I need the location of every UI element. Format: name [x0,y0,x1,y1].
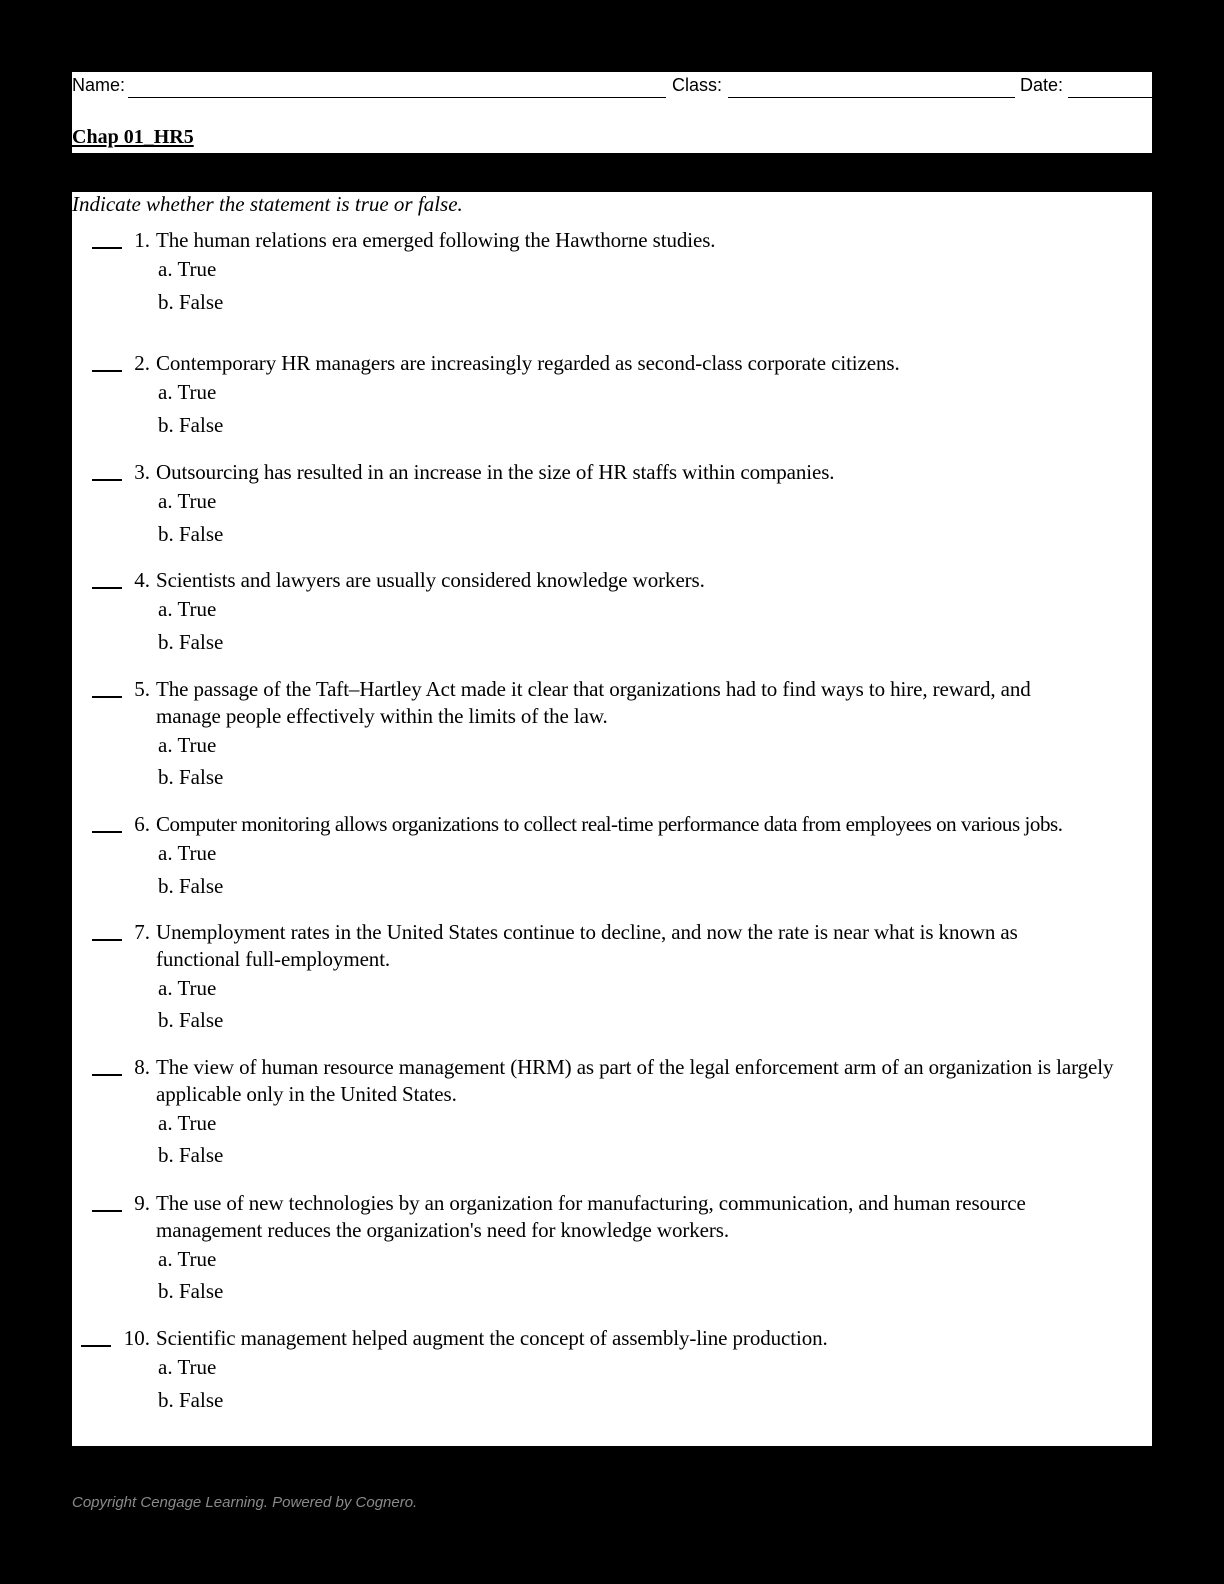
question-item [72,350,1152,440]
question-text: The passage of the Taft–Hartley Act made it clear that organizations had to find ways to hire, reward, and manage people effectively within the limits of the law. [156,677,1031,728]
option-true: a. True [158,380,217,404]
option-false: b. False [158,290,224,314]
option-true: a. True [158,489,217,513]
question-item [72,459,1152,549]
student-info-row [72,74,1152,98]
question-text: The human relations era emerged following the Hawthorne studies. [156,228,716,252]
option-false: b. False [158,1279,224,1303]
option-true: a. True [158,733,217,757]
question-item [72,567,1152,657]
class-label: Class: [672,75,723,95]
option-false: b. False [158,1143,224,1167]
option-false: b. False [158,522,224,546]
question-item [72,676,1152,792]
instructions: Indicate whether the statement is true or false. [72,192,463,216]
question-number: 2. [134,351,150,375]
option-true: a. True [158,1111,217,1135]
class-field[interactable] [728,97,1015,98]
question-number: 4. [134,568,150,592]
question-text: Scientific management helped augment the concept of assembly-line production. [156,1326,828,1350]
option-true: a. True [158,257,217,281]
question-number: 7. [134,920,150,944]
option-true: a. True [158,841,217,865]
question-text: Computer monitoring allows organizations to collect real-time performance data from employees on various jobs. [156,812,1063,836]
option-false: b. False [158,1388,224,1412]
option-false: b. False [158,630,224,654]
question-text: Unemployment rates in the United States continue to decline, and now the rate is near what is known as functional full-employment. [156,920,1018,971]
question-number: 1. [134,228,150,252]
question-text: The view of human resource management (HRM) as part of the legal enforcement arm of an organization is largely applicable only in the United States. [156,1055,1114,1106]
question-number: 8. [134,1055,150,1079]
question-item [72,1054,1152,1170]
option-true: a. True [158,1247,217,1271]
option-false: b. False [158,874,224,898]
option-false: b. False [158,1008,224,1032]
name-field[interactable] [128,97,666,98]
question-number: 6. [134,812,150,836]
name-label: Name: [72,75,126,95]
question-item [72,1190,1152,1306]
copyright-footer: Copyright Cengage Learning. Powered by Cognero. [72,1494,418,1511]
question-number: 10. [123,1326,150,1350]
question-item [72,1325,1152,1415]
question-item [72,811,1152,901]
question-text: The use of new technologies by an organization for manufacturing, communication, and human resource management reduces the organization's need for knowledge workers. [156,1191,1026,1242]
chapter-title: Chap 01_HR5 [72,126,194,148]
option-true: a. True [158,1355,217,1379]
question-item [72,227,1152,317]
question-number: 3. [134,460,150,484]
question-text: Outsourcing has resulted in an increase in the size of HR staffs within companies. [156,460,835,484]
question-section [72,192,1152,1446]
question-item [72,919,1152,1035]
date-label: Date: [1020,75,1064,95]
question-text: Contemporary HR managers are increasingly regarded as second-class corporate citizens. [156,351,900,375]
question-text: Scientists and lawyers are usually considered knowledge workers. [156,568,705,592]
date-field[interactable] [1068,97,1152,98]
option-false: b. False [158,765,224,789]
option-true: a. True [158,976,217,1000]
answer-blank[interactable] [81,1345,111,1347]
option-true: a. True [158,597,217,621]
option-false: b. False [158,413,224,437]
question-number: 5. [134,677,150,701]
question-number: 9. [134,1191,150,1215]
header-box [72,72,1152,153]
